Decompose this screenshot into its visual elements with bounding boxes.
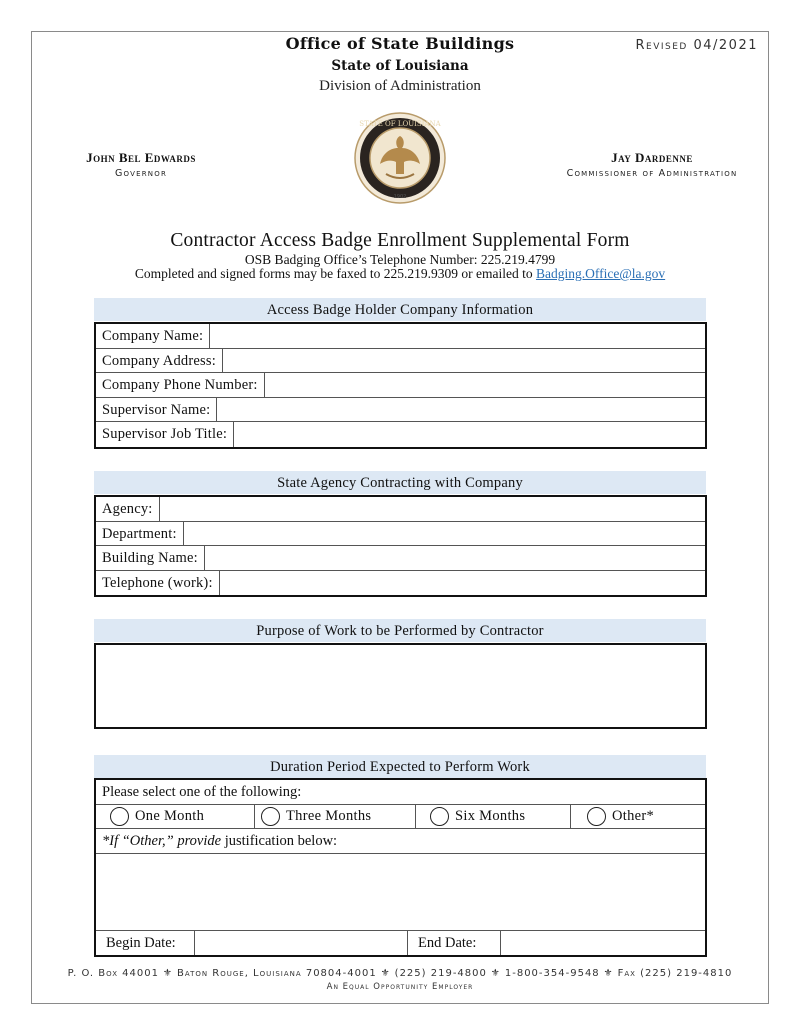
radio-circle-icon[interactable] [587,807,606,826]
governor-role: Governor [114,168,168,179]
commissioner-role: Commissioner of Administration [566,168,738,179]
footer-fax: Fax (225) 219-4810 [617,968,733,979]
justification-field[interactable] [96,854,705,931]
purpose-of-work-field[interactable] [94,643,707,729]
option-one-month-label: One Month [135,808,205,825]
work-telephone-field[interactable] [220,571,705,596]
svg-text:1902: 1902 [393,194,407,200]
division-title: Division of Administration [319,78,481,94]
state-title: State of Louisiana [331,58,469,74]
submission-instructions [0,266,800,282]
department-field[interactable] [184,522,705,546]
option-other[interactable] [571,805,705,829]
option-other-label: Other* [612,808,655,825]
company-name-label: Company Name: [96,324,210,348]
option-three-months[interactable] [255,805,416,829]
company-name-field[interactable] [210,324,705,348]
radio-circle-icon[interactable] [110,807,129,826]
louisiana-seal-icon [352,112,448,204]
supervisor-name-label: Supervisor Name: [96,398,217,422]
footer-address [0,968,800,979]
justification-note-row [96,829,705,854]
building-name-label: Building Name: [96,546,205,570]
form-title: Contractor Access Badge Enrollment Supplemental Form [170,230,630,251]
duration-section-heading: Duration Period Expected to Perform Work [94,755,706,778]
duration-instruction: Please select one of the following: [102,784,302,800]
duration-options-row [96,805,705,830]
fleur-de-lis-icon: ⚜ [490,968,501,979]
revised-date: Revised 04/2021 [635,38,758,53]
office-title: Office of State Buildings [285,34,515,53]
fleur-de-lis-icon: ⚜ [603,968,614,979]
submission-text: Completed and signed forms may be faxed to 225.219.9309 or emailed to [134,266,536,281]
work-telephone-row [96,571,705,596]
supervisor-title-row [96,422,705,447]
svg-text:STATE OF LOUISIANA: STATE OF LOUISIANA [359,120,441,128]
company-section-heading: Access Badge Holder Company Information [94,298,706,321]
option-three-months-label: Three Months [286,808,372,825]
footer-po-box: P. O. Box 44001 [67,968,159,979]
company-phone-label: Company Phone Number: [96,373,265,397]
department-row [96,522,705,547]
company-name-row [96,324,705,349]
governor-name: John Bel Edwards [86,150,196,165]
fleur-de-lis-icon: ⚜ [163,968,173,979]
company-address-label: Company Address: [96,349,223,373]
option-six-months-label: Six Months [455,808,526,825]
begin-date-field[interactable] [195,931,408,955]
company-address-field[interactable] [223,349,705,373]
justification-note-italic: *If “Other,” provide [102,833,222,849]
department-label: Department: [96,522,184,546]
end-date-label: End Date: [408,931,501,955]
company-address-row [96,349,705,374]
footer-eoe: An Equal Opportunity Employer [326,982,474,992]
agency-field[interactable] [160,497,705,521]
agency-section-heading: State Agency Contracting with Company [94,471,706,494]
begin-date-label: Begin Date: [96,931,195,955]
justification-note [96,829,337,853]
company-phone-row [96,373,705,398]
badging-phone: OSB Badging Office’s Telephone Number: 225.219.4799 [244,252,556,267]
governor-block [62,150,220,179]
duration-table [94,778,707,957]
building-name-row [96,546,705,571]
dates-row [96,931,705,955]
end-date-field[interactable] [501,931,705,955]
supervisor-name-field[interactable] [217,398,705,422]
supervisor-title-field[interactable] [234,422,705,447]
radio-circle-icon[interactable] [261,807,280,826]
building-name-field[interactable] [205,546,705,570]
radio-circle-icon[interactable] [430,807,449,826]
option-one-month[interactable] [96,805,255,829]
supervisor-title-label: Supervisor Job Title: [96,422,234,447]
company-info-table [94,322,707,449]
footer-city: Baton Rouge, Louisiana 70804-4001 [176,968,377,979]
company-phone-field[interactable] [265,373,705,397]
agency-info-table [94,495,707,597]
agency-row [96,497,705,522]
option-six-months[interactable] [416,805,571,829]
footer-phone: (225) 219-4800 [394,968,487,979]
commissioner-block [548,150,756,179]
fleur-de-lis-icon: ⚜ [380,968,391,979]
supervisor-name-row [96,398,705,423]
duration-instruction-row [96,780,705,805]
justification-note-rest: justification below: [221,833,338,849]
commissioner-name: Jay Dardenne [611,150,693,165]
work-telephone-label: Telephone (work): [96,571,220,596]
agency-label: Agency: [96,497,160,521]
footer-tollfree: 1-800-354-9548 [504,968,600,979]
purpose-section-heading: Purpose of Work to be Performed by Contractor [94,619,706,642]
badging-email-link[interactable]: Badging.Office@la.gov [536,266,666,281]
